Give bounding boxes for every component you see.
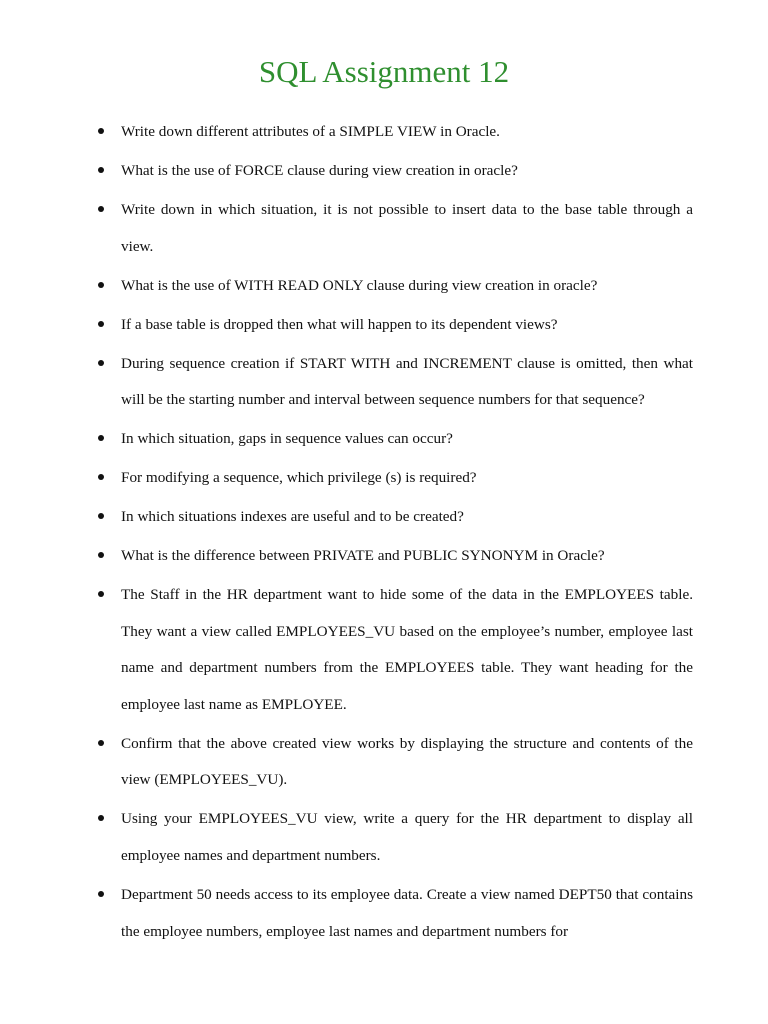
bullet-icon (98, 167, 104, 173)
list-item (0, 877, 768, 950)
bullet-icon (98, 552, 104, 558)
list-item (0, 538, 768, 575)
question-text: During sequence creation if START WITH and INCREMENT clause is omitted, then what will be the starting number and interval between sequence numbers for that sequence? (121, 354, 693, 409)
question-text: If a base table is dropped then what will happen to its dependent views? (121, 315, 558, 333)
list-item (0, 421, 768, 458)
bullet-icon (98, 321, 104, 327)
question-list (0, 114, 768, 953)
list-item (0, 153, 768, 190)
bullet-icon (98, 282, 104, 288)
bullet-icon (98, 591, 104, 597)
question-text: For modifying a sequence, which privilege (s) is required? (121, 469, 477, 487)
list-item (0, 801, 768, 874)
bullet-icon (98, 740, 104, 746)
list-item (0, 577, 768, 723)
bullet-icon (98, 206, 104, 212)
question-text: Using your EMPLOYEES_VU view, write a query for the HR department to display all employee names and department numbers. (121, 810, 693, 864)
question-text: Write down in which situation, it is not possible to insert data to the base table through a view. (121, 200, 693, 255)
question-text: The Staff in the HR department want to hide some of the data in the EMPLOYEES table. They want a view called EMPLOYEES_VU based on the employee’s number, employee last name and department numbers from the EMPLOYEES table. They want heading for the employee last name as EMPLOYEE. (121, 586, 693, 713)
list-item (0, 346, 768, 419)
question-text: Confirm that the above created view works by displaying the structure and contents of the view (EMPLOYEES_VU). (121, 734, 693, 789)
bullet-icon (98, 474, 104, 480)
bullet-icon (98, 128, 104, 134)
bullet-icon (98, 891, 104, 897)
bullet-icon (98, 360, 104, 366)
bullet-icon (98, 815, 104, 821)
question-text: Department 50 needs access to its employee data. Create a view named DEPT50 that contains the employee numbers, employee last names and department numbers for (121, 885, 693, 940)
list-item (0, 268, 768, 305)
question-text: In which situations indexes are useful and to be created? (121, 508, 464, 526)
list-item (0, 192, 768, 265)
list-item (0, 460, 768, 497)
list-item (0, 499, 768, 536)
question-text: In which situation, gaps in sequence values can occur? (121, 430, 453, 448)
question-text: What is the use of FORCE clause during view creation in oracle? (121, 161, 518, 179)
list-item (0, 726, 768, 799)
question-text: What is the use of WITH READ ONLY clause during view creation in oracle? (121, 276, 598, 294)
question-text: What is the difference between PRIVATE and PUBLIC SYNONYM in Oracle? (121, 547, 605, 565)
question-text: Write down different attributes of a SIMPLE VIEW in Oracle. (121, 123, 500, 140)
bullet-icon (98, 513, 104, 519)
bullet-icon (98, 435, 104, 441)
list-item (0, 307, 768, 344)
page-title: SQL Assignment 12 (258, 54, 510, 89)
list-item (0, 114, 768, 151)
